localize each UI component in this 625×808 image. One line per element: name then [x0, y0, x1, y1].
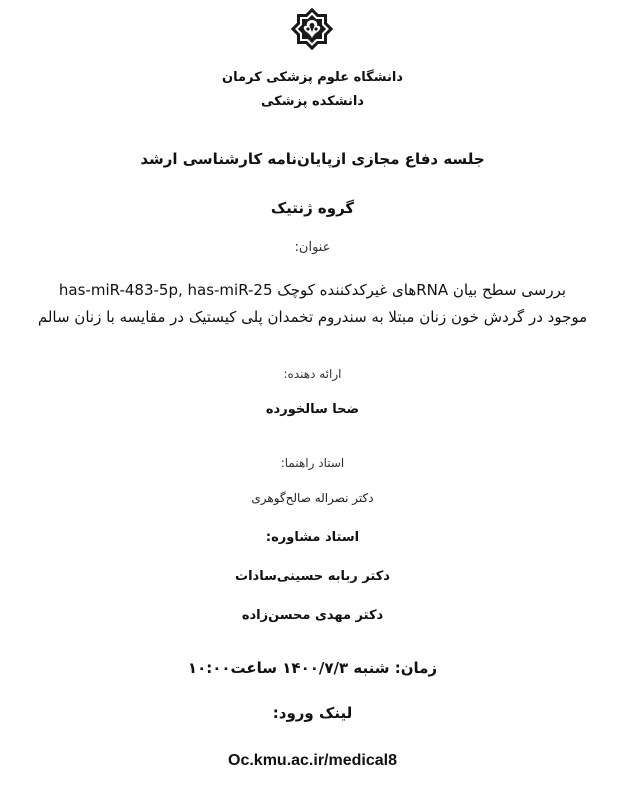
- supervisor-name: دکتر نصراله صالح‌گوهری: [251, 491, 374, 505]
- university-logo-icon: [288, 5, 336, 53]
- advisor-label: استاد مشاوره:: [265, 530, 360, 545]
- supervisor-label: استاد راهنما:: [280, 456, 345, 470]
- meeting-link[interactable]: Oc.kmu.ac.ir/medical8: [228, 752, 397, 769]
- advisor-name: دکتر مهدی محسن‌زاده: [241, 608, 384, 623]
- presenter-label: ارائه دهنده:: [283, 367, 342, 381]
- event-title: جلسه دفاع مجازی ازپایان‌نامه کارشناسی ارشد: [140, 150, 485, 168]
- subject-line-2: موجود در گردش خون زنان مبتلا به سندروم تخمدان پلی کیستیک در مقایسه با زنان سالم: [37, 308, 588, 326]
- faculty-name: دانشکده پزشکی: [261, 94, 364, 109]
- presenter-name: ضحا سالخورده: [265, 402, 360, 417]
- advisor-name: دکتر ربابه حسینی‌سادات: [235, 569, 390, 584]
- subject-label: عنوان:: [294, 240, 331, 255]
- link-label: لینک ورود:: [272, 704, 353, 722]
- subject-line-1: بررسی سطح بیان RNAهای غیرکدکننده کوچک has-miR-483-5p, has-miR-25: [58, 281, 567, 299]
- department-group: گروه ژنتیک: [270, 199, 355, 217]
- university-name: دانشگاه علوم پزشکی کرمان: [222, 70, 403, 85]
- schedule-time: زمان: شنبه ۱۴۰۰/۷/۳ ساعت۱۰:۰۰: [187, 659, 438, 677]
